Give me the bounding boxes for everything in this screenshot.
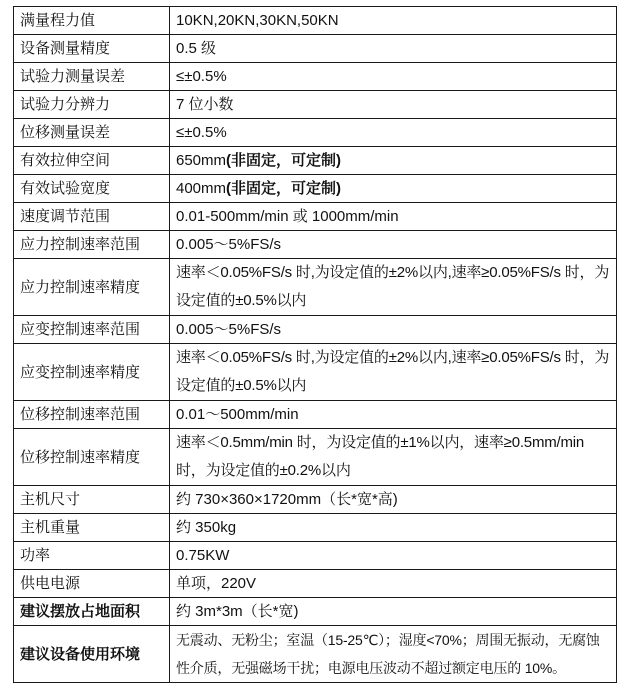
spec-value: 约 350kg xyxy=(170,514,617,542)
table-row xyxy=(14,175,617,203)
spec-label: 试验力分辨力 xyxy=(14,91,170,119)
spec-value: 0.75KW xyxy=(170,542,617,570)
spec-value-note: (非固定，可定制) xyxy=(226,180,342,197)
spec-value: 速率＜0.05%FS/s 时,为设定值的±2%以内,速率≥0.05%FS/s 时，为设定值的±0.5%以内 xyxy=(170,344,617,401)
spec-label: 供电电源 xyxy=(14,570,170,598)
spec-value: 0.005～5%FS/s xyxy=(170,231,617,259)
spec-value: ≤±0.5% xyxy=(170,119,617,147)
spec-label: 设备测量精度 xyxy=(14,35,170,63)
spec-value: 0.005～5%FS/s xyxy=(170,316,617,344)
table-row xyxy=(14,486,617,514)
table-row xyxy=(14,514,617,542)
spec-value: 0.01-500mm/min 或 1000mm/min xyxy=(170,203,617,231)
table-row xyxy=(14,91,617,119)
spec-label: 建议摆放占地面积 xyxy=(14,598,170,626)
spec-label: 有效试验宽度 xyxy=(14,175,170,203)
spec-label: 有效拉伸空间 xyxy=(14,147,170,175)
spec-label: 位移控制速率精度 xyxy=(14,429,170,486)
spec-label: 主机重量 xyxy=(14,514,170,542)
table-row xyxy=(14,119,617,147)
table-row xyxy=(14,147,617,175)
table-row xyxy=(14,401,617,429)
table-row xyxy=(14,35,617,63)
spec-value: 单项，220V xyxy=(170,570,617,598)
spec-label: 满量程力值 xyxy=(14,7,170,35)
spec-label: 位移测量误差 xyxy=(14,119,170,147)
spec-label: 应力控制速率范围 xyxy=(14,231,170,259)
table-row xyxy=(14,7,617,35)
table-row xyxy=(14,203,617,231)
spec-value: 0.01～500mm/min xyxy=(170,401,617,429)
table-row xyxy=(14,542,617,570)
spec-label: 应变控制速率精度 xyxy=(14,344,170,401)
table-row xyxy=(14,344,617,401)
spec-value: 速率＜0.5mm/min 时，为设定值的±1%以内，速率≥0.5mm/min 时，为设定值的±0.2%以内 xyxy=(170,429,617,486)
spec-label: 速度调节范围 xyxy=(14,203,170,231)
spec-value: 10KN,20KN,30KN,50KN xyxy=(170,7,617,35)
spec-value: 7 位小数 xyxy=(170,91,617,119)
table-row xyxy=(14,259,617,316)
spec-label: 建议设备使用环境 xyxy=(14,626,170,683)
spec-value-main: 650mm xyxy=(176,152,227,169)
spec-label: 功率 xyxy=(14,542,170,570)
spec-label: 应变控制速率范围 xyxy=(14,316,170,344)
spec-value: ≤±0.5% xyxy=(170,63,617,91)
spec-table xyxy=(13,6,617,683)
table-row xyxy=(14,570,617,598)
spec-value: 约 3m*3m（长*宽) xyxy=(170,598,617,626)
spec-value xyxy=(170,175,617,203)
spec-value xyxy=(170,147,617,175)
spec-value: 无震动、无粉尘；室温（15-25℃）；湿度<70%；周围无振动，无腐蚀性介质，无强磁场干扰；电源电压波动不超过额定电压的 10%。 xyxy=(170,626,617,683)
spec-label: 位移控制速率范围 xyxy=(14,401,170,429)
table-row xyxy=(14,316,617,344)
spec-value: 0.5 级 xyxy=(170,35,617,63)
table-row xyxy=(14,429,617,486)
spec-label: 试验力测量误差 xyxy=(14,63,170,91)
spec-value: 约 730×360×1720mm（长*宽*高) xyxy=(170,486,617,514)
spec-label: 应力控制速率精度 xyxy=(14,259,170,316)
table-row xyxy=(14,231,617,259)
table-row xyxy=(14,626,617,683)
spec-value-main: 400mm xyxy=(176,180,227,197)
spec-value: 速率＜0.05%FS/s 时,为设定值的±2%以内,速率≥0.05%FS/s 时，为设定值的±0.5%以内 xyxy=(170,259,617,316)
table-row xyxy=(14,63,617,91)
table-row xyxy=(14,598,617,626)
spec-value-note: (非固定，可定制) xyxy=(226,152,342,169)
spec-label: 主机尺寸 xyxy=(14,486,170,514)
